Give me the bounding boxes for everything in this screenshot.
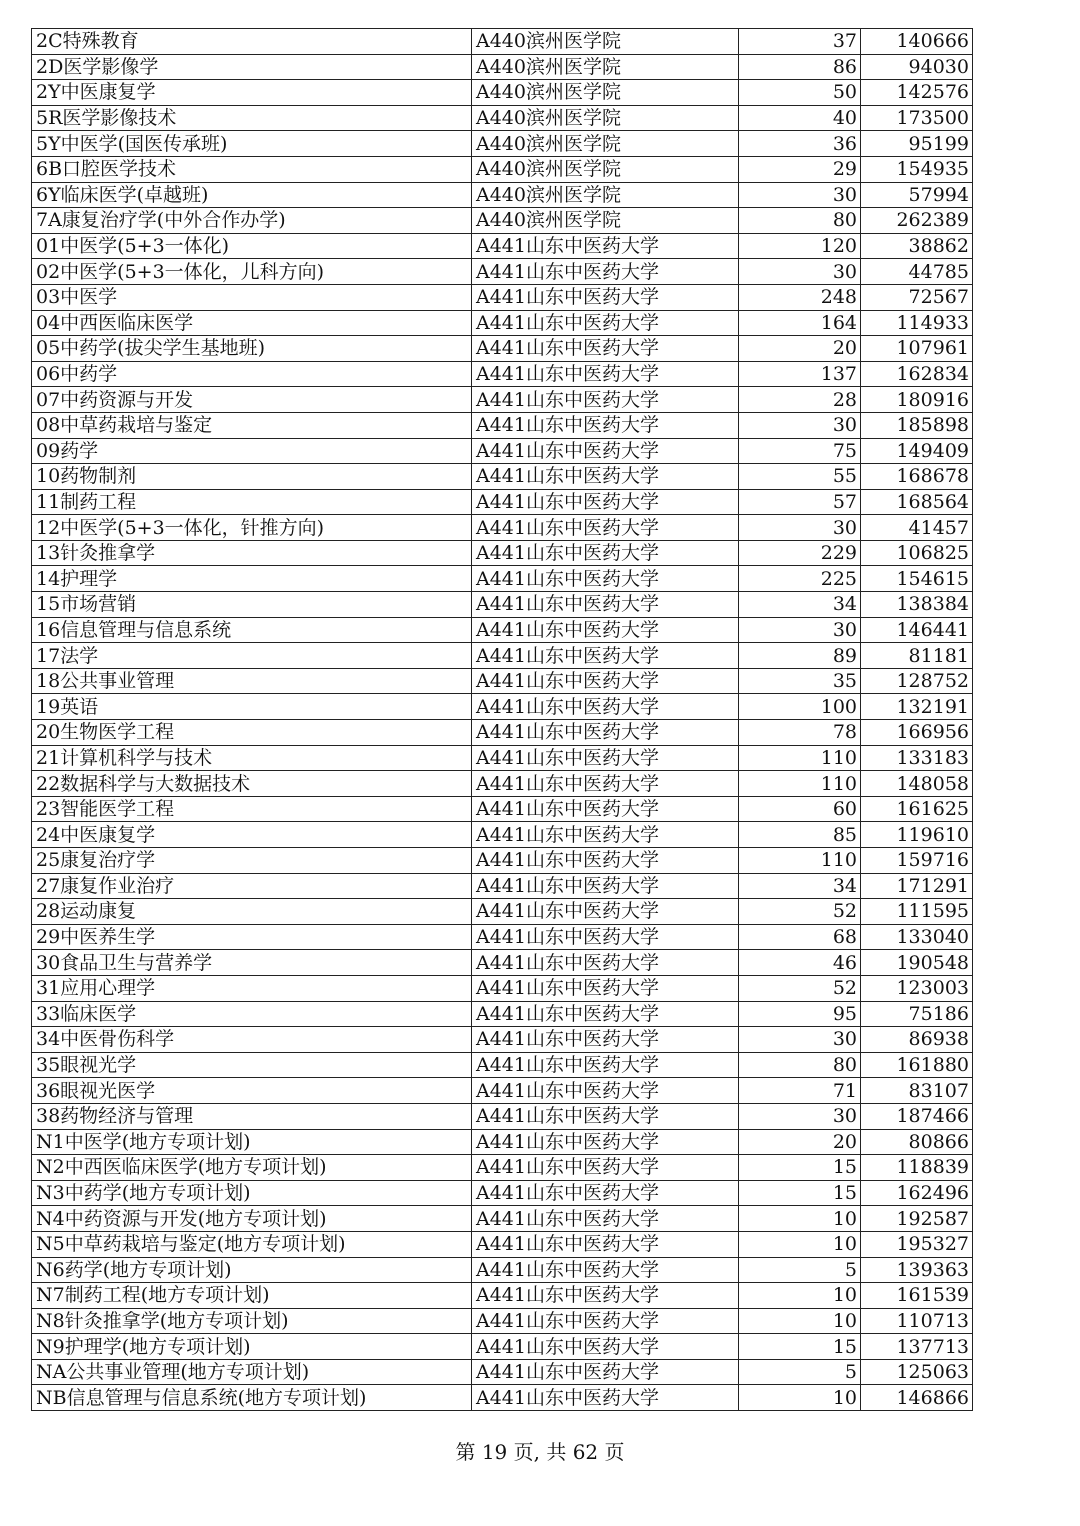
plan-count-cell: 10: [739, 1283, 861, 1309]
school-cell: A441山东中医药大学: [472, 720, 739, 746]
major-cell: N4中药资源与开发(地方专项计划): [32, 1206, 472, 1232]
rank-cell: 190548: [861, 950, 973, 976]
school-cell: A441山东中医药大学: [472, 592, 739, 618]
plan-count-cell: 30: [739, 259, 861, 285]
school-cell: A441山东中医药大学: [472, 1308, 739, 1334]
table-row: [32, 105, 973, 131]
major-cell: 27康复作业治疗: [32, 873, 472, 899]
admission-table: [31, 28, 973, 1411]
table-row: [32, 233, 973, 259]
school-cell: A441山东中医药大学: [472, 1001, 739, 1027]
plan-count-cell: 137: [739, 361, 861, 387]
school-cell: A441山东中医药大学: [472, 745, 739, 771]
rank-cell: 110713: [861, 1308, 973, 1334]
rank-cell: 118839: [861, 1155, 973, 1181]
plan-count-cell: 100: [739, 694, 861, 720]
rank-cell: 185898: [861, 412, 973, 438]
rank-cell: 192587: [861, 1206, 973, 1232]
plan-count-cell: 10: [739, 1206, 861, 1232]
rank-cell: 161880: [861, 1052, 973, 1078]
major-cell: 29中医养生学: [32, 924, 472, 950]
rank-cell: 142576: [861, 80, 973, 106]
plan-count-cell: 15: [739, 1155, 861, 1181]
rank-cell: 75186: [861, 1001, 973, 1027]
major-cell: 23智能医学工程: [32, 796, 472, 822]
rank-cell: 138384: [861, 592, 973, 618]
school-cell: A441山东中医药大学: [472, 412, 739, 438]
rank-cell: 146441: [861, 617, 973, 643]
rank-cell: 149409: [861, 438, 973, 464]
rank-cell: 146866: [861, 1385, 973, 1411]
table-row: [32, 694, 973, 720]
school-cell: A441山东中医药大学: [472, 515, 739, 541]
table-row: [32, 1308, 973, 1334]
rank-cell: 161625: [861, 796, 973, 822]
major-cell: 21计算机科学与技术: [32, 745, 472, 771]
rank-cell: 148058: [861, 771, 973, 797]
major-cell: 24中医康复学: [32, 822, 472, 848]
rank-cell: 133040: [861, 924, 973, 950]
plan-count-cell: 5: [739, 1359, 861, 1385]
school-cell: A441山东中医药大学: [472, 1155, 739, 1181]
plan-count-cell: 37: [739, 29, 861, 55]
rank-cell: 132191: [861, 694, 973, 720]
table-row: [32, 1231, 973, 1257]
plan-count-cell: 30: [739, 617, 861, 643]
major-cell: 10药物制剂: [32, 464, 472, 490]
plan-count-cell: 30: [739, 1103, 861, 1129]
table-row: [32, 566, 973, 592]
school-cell: A441山东中医药大学: [472, 822, 739, 848]
plan-count-cell: 78: [739, 720, 861, 746]
major-cell: 15市场营销: [32, 592, 472, 618]
school-cell: A440滨州医学院: [472, 156, 739, 182]
table-row: [32, 873, 973, 899]
school-cell: A440滨州医学院: [472, 131, 739, 157]
rank-cell: 83107: [861, 1078, 973, 1104]
plan-count-cell: 10: [739, 1385, 861, 1411]
page-number: 第 19 页, 共 62 页: [455, 1440, 625, 1464]
major-cell: N7制药工程(地方专项计划): [32, 1283, 472, 1309]
school-cell: A441山东中医药大学: [472, 668, 739, 694]
school-cell: A441山东中医药大学: [472, 1129, 739, 1155]
major-cell: 30食品卫生与营养学: [32, 950, 472, 976]
table-row: [32, 950, 973, 976]
rank-cell: 119610: [861, 822, 973, 848]
rank-cell: 139363: [861, 1257, 973, 1283]
major-cell: N3中药学(地方专项计划): [32, 1180, 472, 1206]
plan-count-cell: 15: [739, 1180, 861, 1206]
school-cell: A441山东中医药大学: [472, 950, 739, 976]
school-cell: A441山东中医药大学: [472, 259, 739, 285]
rank-cell: 81181: [861, 643, 973, 669]
plan-count-cell: 225: [739, 566, 861, 592]
rank-cell: 125063: [861, 1359, 973, 1385]
plan-count-cell: 5: [739, 1257, 861, 1283]
table-row: [32, 131, 973, 157]
table-row: [32, 54, 973, 80]
school-cell: A441山东中医药大学: [472, 643, 739, 669]
major-cell: 5R医学影像技术: [32, 105, 472, 131]
plan-count-cell: 110: [739, 848, 861, 874]
rank-cell: 114933: [861, 310, 973, 336]
table-row: [32, 29, 973, 55]
rank-cell: 106825: [861, 540, 973, 566]
table-body: [32, 29, 973, 1411]
major-cell: NB信息管理与信息系统(地方专项计划): [32, 1385, 472, 1411]
school-cell: A441山东中医药大学: [472, 438, 739, 464]
table-row: [32, 361, 973, 387]
table-row: [32, 540, 973, 566]
major-cell: 38药物经济与管理: [32, 1103, 472, 1129]
major-cell: 03中医学: [32, 284, 472, 310]
major-cell: 16信息管理与信息系统: [32, 617, 472, 643]
plan-count-cell: 34: [739, 873, 861, 899]
rank-cell: 171291: [861, 873, 973, 899]
major-cell: 34中医骨伤科学: [32, 1027, 472, 1053]
plan-count-cell: 30: [739, 412, 861, 438]
major-cell: 19英语: [32, 694, 472, 720]
table-row: [32, 1052, 973, 1078]
table-row: [32, 668, 973, 694]
rank-cell: 107961: [861, 336, 973, 362]
major-cell: 7A康复治疗学(中外合作办学): [32, 208, 472, 234]
major-cell: 14护理学: [32, 566, 472, 592]
school-cell: A441山东中医药大学: [472, 336, 739, 362]
major-cell: N1中医学(地方专项计划): [32, 1129, 472, 1155]
school-cell: A441山东中医药大学: [472, 1103, 739, 1129]
plan-count-cell: 75: [739, 438, 861, 464]
school-cell: A441山东中医药大学: [472, 1206, 739, 1232]
major-cell: 05中药学(拔尖学生基地班): [32, 336, 472, 362]
plan-count-cell: 89: [739, 643, 861, 669]
table-row: [32, 182, 973, 208]
plan-count-cell: 248: [739, 284, 861, 310]
rank-cell: 41457: [861, 515, 973, 541]
rank-cell: 133183: [861, 745, 973, 771]
table-row: [32, 438, 973, 464]
major-cell: 07中药资源与开发: [32, 387, 472, 413]
rank-cell: 154935: [861, 156, 973, 182]
table-row: [32, 617, 973, 643]
school-cell: A441山东中医药大学: [472, 1052, 739, 1078]
major-cell: 22数据科学与大数据技术: [32, 771, 472, 797]
table-row: [32, 720, 973, 746]
major-cell: 31应用心理学: [32, 975, 472, 1001]
plan-count-cell: 30: [739, 182, 861, 208]
school-cell: A441山东中医药大学: [472, 464, 739, 490]
plan-count-cell: 15: [739, 1334, 861, 1360]
school-cell: A441山东中医药大学: [472, 566, 739, 592]
school-cell: A441山东中医药大学: [472, 310, 739, 336]
table-row: [32, 643, 973, 669]
plan-count-cell: 28: [739, 387, 861, 413]
major-cell: 04中西医临床医学: [32, 310, 472, 336]
school-cell: A441山东中医药大学: [472, 899, 739, 925]
plan-count-cell: 164: [739, 310, 861, 336]
major-cell: 35眼视光学: [32, 1052, 472, 1078]
major-cell: 2D医学影像学: [32, 54, 472, 80]
school-cell: A441山东中医药大学: [472, 1180, 739, 1206]
table-row: [32, 1334, 973, 1360]
table-row: [32, 336, 973, 362]
plan-count-cell: 29: [739, 156, 861, 182]
major-cell: N6药学(地方专项计划): [32, 1257, 472, 1283]
major-cell: 11制药工程: [32, 489, 472, 515]
plan-count-cell: 86: [739, 54, 861, 80]
school-cell: A440滨州医学院: [472, 80, 739, 106]
table-row: [32, 1027, 973, 1053]
school-cell: A441山东中医药大学: [472, 975, 739, 1001]
major-cell: 25康复治疗学: [32, 848, 472, 874]
major-cell: 18公共事业管理: [32, 668, 472, 694]
school-cell: A441山东中医药大学: [472, 1334, 739, 1360]
school-cell: A441山东中医药大学: [472, 1283, 739, 1309]
table-row: [32, 1180, 973, 1206]
rank-cell: 128752: [861, 668, 973, 694]
rank-cell: 161539: [861, 1283, 973, 1309]
plan-count-cell: 229: [739, 540, 861, 566]
table-row: [32, 1257, 973, 1283]
school-cell: A440滨州医学院: [472, 54, 739, 80]
rank-cell: 38862: [861, 233, 973, 259]
table-row: [32, 822, 973, 848]
school-cell: A441山东中医药大学: [472, 694, 739, 720]
school-cell: A441山东中医药大学: [472, 1359, 739, 1385]
rank-cell: 159716: [861, 848, 973, 874]
table-row: [32, 1206, 973, 1232]
rank-cell: 140666: [861, 29, 973, 55]
major-cell: 33临床医学: [32, 1001, 472, 1027]
school-cell: A440滨州医学院: [472, 29, 739, 55]
plan-count-cell: 10: [739, 1231, 861, 1257]
school-cell: A440滨州医学院: [472, 208, 739, 234]
rank-cell: 137713: [861, 1334, 973, 1360]
school-cell: A441山东中医药大学: [472, 1027, 739, 1053]
school-cell: A441山东中医药大学: [472, 796, 739, 822]
rank-cell: 166956: [861, 720, 973, 746]
plan-count-cell: 50: [739, 80, 861, 106]
plan-count-cell: 68: [739, 924, 861, 950]
plan-count-cell: 71: [739, 1078, 861, 1104]
plan-count-cell: 30: [739, 1027, 861, 1053]
table-row: [32, 796, 973, 822]
rank-cell: 162834: [861, 361, 973, 387]
major-cell: 01中医学(5+3一体化): [32, 233, 472, 259]
rank-cell: 154615: [861, 566, 973, 592]
table-row: [32, 924, 973, 950]
plan-count-cell: 60: [739, 796, 861, 822]
plan-count-cell: 46: [739, 950, 861, 976]
rank-cell: 72567: [861, 284, 973, 310]
plan-count-cell: 20: [739, 336, 861, 362]
major-cell: N5中草药栽培与鉴定(地方专项计划): [32, 1231, 472, 1257]
rank-cell: 111595: [861, 899, 973, 925]
rank-cell: 187466: [861, 1103, 973, 1129]
rank-cell: 44785: [861, 259, 973, 285]
plan-count-cell: 35: [739, 668, 861, 694]
table-row: [32, 156, 973, 182]
plan-count-cell: 95: [739, 1001, 861, 1027]
major-cell: 20生物医学工程: [32, 720, 472, 746]
major-cell: 2Y中医康复学: [32, 80, 472, 106]
rank-cell: 168678: [861, 464, 973, 490]
plan-count-cell: 34: [739, 592, 861, 618]
major-cell: 6B口腔医学技术: [32, 156, 472, 182]
major-cell: 09药学: [32, 438, 472, 464]
table-row: [32, 1001, 973, 1027]
table-row: [32, 310, 973, 336]
school-cell: A441山东中医药大学: [472, 1257, 739, 1283]
school-cell: A441山东中医药大学: [472, 924, 739, 950]
major-cell: 12中医学(5+3一体化，针推方向): [32, 515, 472, 541]
table-row: [32, 1078, 973, 1104]
major-cell: 06中药学: [32, 361, 472, 387]
table-row: [32, 515, 973, 541]
school-cell: A440滨州医学院: [472, 182, 739, 208]
plan-count-cell: 85: [739, 822, 861, 848]
rank-cell: 95199: [861, 131, 973, 157]
rank-cell: 195327: [861, 1231, 973, 1257]
school-cell: A441山东中医药大学: [472, 489, 739, 515]
rank-cell: 86938: [861, 1027, 973, 1053]
plan-count-cell: 10: [739, 1308, 861, 1334]
plan-count-cell: 110: [739, 771, 861, 797]
major-cell: 5Y中医学(国医传承班): [32, 131, 472, 157]
table-row: [32, 1103, 973, 1129]
table-row: [32, 745, 973, 771]
table-row: [32, 464, 973, 490]
major-cell: N2中西医临床医学(地方专项计划): [32, 1155, 472, 1181]
school-cell: A441山东中医药大学: [472, 771, 739, 797]
table-row: [32, 592, 973, 618]
plan-count-cell: 30: [739, 515, 861, 541]
rank-cell: 80866: [861, 1129, 973, 1155]
table-row: [32, 259, 973, 285]
major-cell: N8针灸推拿学(地方专项计划): [32, 1308, 472, 1334]
rank-cell: 262389: [861, 208, 973, 234]
plan-count-cell: 20: [739, 1129, 861, 1155]
plan-count-cell: 80: [739, 1052, 861, 1078]
table-row: [32, 412, 973, 438]
rank-cell: 162496: [861, 1180, 973, 1206]
rank-cell: 180916: [861, 387, 973, 413]
major-cell: 36眼视光医学: [32, 1078, 472, 1104]
school-cell: A441山东中医药大学: [472, 848, 739, 874]
plan-count-cell: 57: [739, 489, 861, 515]
plan-count-cell: 52: [739, 975, 861, 1001]
table-row: [32, 208, 973, 234]
table-row: [32, 975, 973, 1001]
plan-count-cell: 55: [739, 464, 861, 490]
school-cell: A441山东中医药大学: [472, 617, 739, 643]
table-row: [32, 1283, 973, 1309]
table-row: [32, 1129, 973, 1155]
table-row: [32, 1155, 973, 1181]
school-cell: A441山东中医药大学: [472, 1385, 739, 1411]
table-row: [32, 387, 973, 413]
school-cell: A441山东中医药大学: [472, 387, 739, 413]
plan-count-cell: 110: [739, 745, 861, 771]
plan-count-cell: 36: [739, 131, 861, 157]
school-cell: A440滨州医学院: [472, 105, 739, 131]
table-row: [32, 284, 973, 310]
rank-cell: 123003: [861, 975, 973, 1001]
school-cell: A441山东中医药大学: [472, 1078, 739, 1104]
table-row: [32, 1359, 973, 1385]
rank-cell: 168564: [861, 489, 973, 515]
rank-cell: 173500: [861, 105, 973, 131]
major-cell: N9护理学(地方专项计划): [32, 1334, 472, 1360]
table-row: [32, 80, 973, 106]
major-cell: 08中草药栽培与鉴定: [32, 412, 472, 438]
major-cell: 6Y临床医学(卓越班): [32, 182, 472, 208]
major-cell: NA公共事业管理(地方专项计划): [32, 1359, 472, 1385]
school-cell: A441山东中医药大学: [472, 873, 739, 899]
plan-count-cell: 80: [739, 208, 861, 234]
rank-cell: 94030: [861, 54, 973, 80]
school-cell: A441山东中医药大学: [472, 284, 739, 310]
major-cell: 17法学: [32, 643, 472, 669]
major-cell: 02中医学(5+3一体化，儿科方向): [32, 259, 472, 285]
major-cell: 13针灸推拿学: [32, 540, 472, 566]
school-cell: A441山东中医药大学: [472, 233, 739, 259]
plan-count-cell: 52: [739, 899, 861, 925]
plan-count-cell: 40: [739, 105, 861, 131]
plan-count-cell: 120: [739, 233, 861, 259]
table-row: [32, 771, 973, 797]
table-row: [32, 1385, 973, 1411]
table-row: [32, 848, 973, 874]
school-cell: A441山东中医药大学: [472, 1231, 739, 1257]
school-cell: A441山东中医药大学: [472, 540, 739, 566]
major-cell: 2C特殊教育: [32, 29, 472, 55]
major-cell: 28运动康复: [32, 899, 472, 925]
table-row: [32, 489, 973, 515]
table-row: [32, 899, 973, 925]
rank-cell: 57994: [861, 182, 973, 208]
school-cell: A441山东中医药大学: [472, 361, 739, 387]
